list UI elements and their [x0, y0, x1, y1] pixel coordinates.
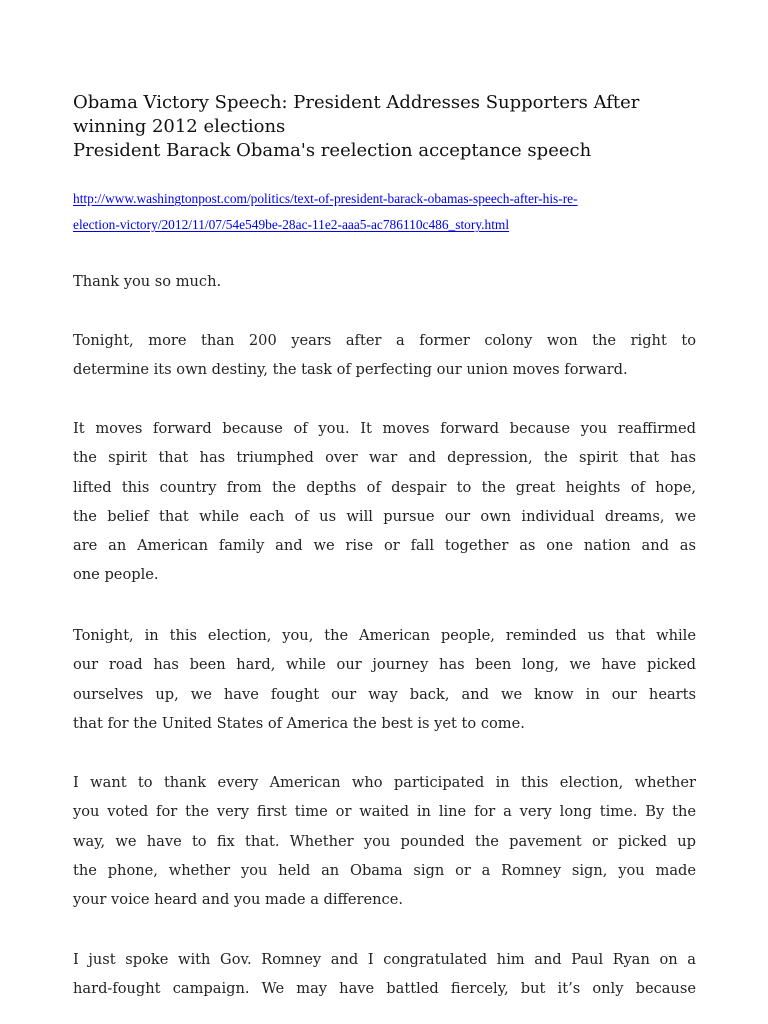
- paragraph-6: [73, 945, 696, 1004]
- text-line: hard-fought campaign. We may have battled fiercely, but it’s only because: [73, 980, 696, 998]
- text-line: that for the United States of America the best is yet to come.: [73, 714, 525, 732]
- text-line: our road has been hard, while our journey has been long, we have picked: [73, 656, 696, 674]
- text-line: determine its own destiny, the task of perfecting our union moves forward.: [73, 361, 628, 379]
- text-line: Tonight, more than 200 years after a former colony won the right to: [73, 332, 696, 349]
- text-line: the spirit that has triumphed over war and depression, the spirit that has: [73, 449, 696, 467]
- paragraph-3: [73, 414, 696, 590]
- text-line: Thank you so much.: [73, 273, 222, 290]
- paragraph-4: [73, 621, 696, 738]
- document-title: [73, 91, 713, 163]
- text-line: It moves forward because of you. It moves forward because you reaffirmed: [73, 420, 696, 437]
- source-link[interactable]: [73, 186, 713, 238]
- text-line: one people.: [73, 566, 159, 584]
- title-line: winning 2012 elections: [73, 116, 286, 137]
- subtitle-line: President Barack Obama's reelection acceptance speech: [73, 140, 592, 161]
- source-link-line[interactable]: election-victory/2012/11/07/54e549be-28ac-11e2-aaa5-ac786110c486_story.html: [73, 217, 510, 232]
- text-line: I just spoke with Gov. Romney and I congratulated him and Paul Ryan on a: [73, 951, 696, 968]
- text-line: I want to thank every American who participated in this election, whether: [73, 774, 696, 791]
- text-line: Tonight, in this election, you, the American people, reminded us that while: [73, 627, 696, 644]
- text-line: your voice heard and you made a difference.: [73, 891, 404, 909]
- paragraph-5: [73, 768, 696, 914]
- text-line: lifted this country from the depths of despair to the great heights of hope,: [73, 478, 696, 496]
- text-line: way, we have to fix that. Whether you pounded the pavement or picked up: [73, 832, 696, 850]
- text-line: the belief that while each of us will pursue our own individual dreams, we: [73, 507, 696, 525]
- source-link-line[interactable]: http://www.washingtonpost.com/politics/text-of-president-barack-obamas-speech-after-his-re-: [73, 191, 578, 206]
- text-line: ourselves up, we have fought our way back, and we know in our hearts: [73, 685, 696, 703]
- paragraph-2: [73, 326, 696, 385]
- text-line: are an American family and we rise or fall together as one nation and as: [73, 537, 696, 555]
- text-line: the phone, whether you held an Obama sign or a Romney sign, you made: [73, 861, 696, 879]
- paragraph-1: [73, 267, 696, 296]
- text-line: you voted for the very first time or waited in line for a very long time. By the: [73, 803, 696, 821]
- title-line: Obama Victory Speech: President Addresses Supporters After: [73, 92, 640, 113]
